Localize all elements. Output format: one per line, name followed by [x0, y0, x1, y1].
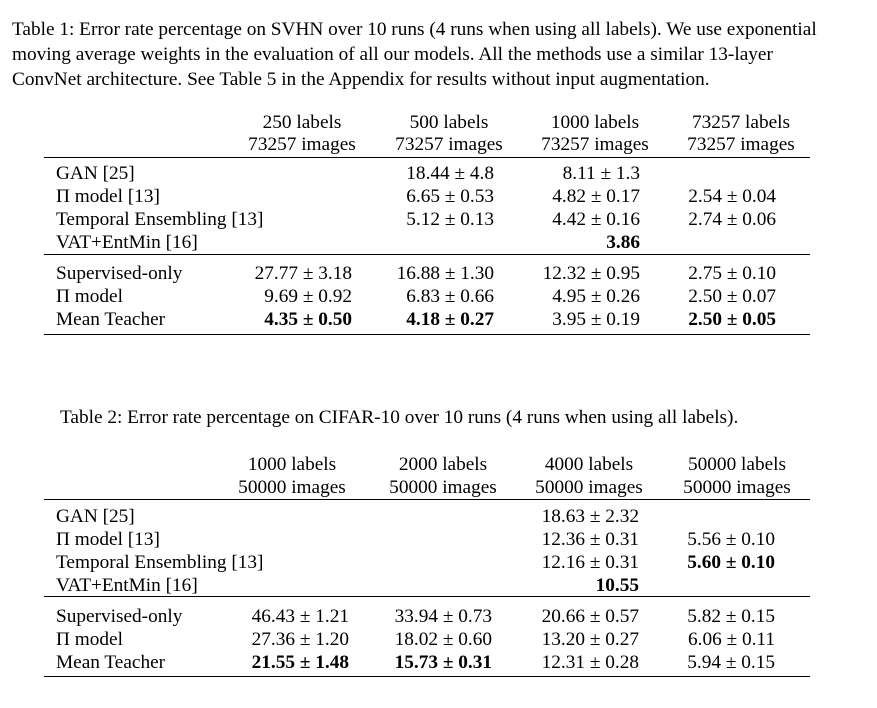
table-rule [44, 254, 810, 255]
table-cell: 6.65 ± 0.53 [406, 186, 494, 207]
table-cell: 18.63 ± 2.32 [541, 506, 639, 527]
row-method-label: Π model [13] [56, 529, 160, 550]
table-cell: 46.43 ± 1.21 [251, 606, 349, 627]
table-cell: 4.35 ± 0.50 [264, 309, 352, 330]
table-cell: 18.02 ± 0.60 [394, 629, 492, 650]
row-method-label: Π model [56, 629, 123, 650]
column-header-images: 50000 images [389, 477, 497, 498]
row-method-label: GAN [25] [56, 163, 135, 184]
table-cell: 2.50 ± 0.07 [688, 286, 776, 307]
table-cell: 5.56 ± 0.10 [687, 529, 775, 550]
table-cell: 5.94 ± 0.15 [687, 652, 775, 673]
row-method-label: Temporal Ensembling [13] [56, 552, 264, 573]
table-cell: 27.36 ± 1.20 [251, 629, 349, 650]
column-header-images: 73257 images [687, 134, 795, 155]
column-header-labels: 4000 labels [544, 454, 634, 475]
column-header-labels: 250 labels [262, 112, 342, 133]
table-cell: 4.42 ± 0.16 [552, 209, 640, 230]
table-cell: 16.88 ± 1.30 [396, 263, 494, 284]
table-cell: 12.16 ± 0.31 [541, 552, 639, 573]
table-cell: 9.69 ± 0.92 [264, 286, 352, 307]
table-cell: 2.54 ± 0.04 [688, 186, 776, 207]
column-header-labels: 2000 labels [398, 454, 488, 475]
row-method-label: VAT+EntMin [16] [56, 232, 198, 253]
row-method-label: Π model [13] [56, 186, 160, 207]
table-cell: 6.06 ± 0.11 [688, 629, 775, 650]
row-method-label: GAN [25] [56, 506, 135, 527]
table2 [44, 454, 810, 680]
table-cell: 10.55 [595, 575, 639, 596]
table-cell: 18.44 ± 4.8 [406, 163, 494, 184]
row-method-label: Mean Teacher [56, 309, 166, 330]
table1-caption: Table 1: Error rate percentage on SVHN over 10 runs (4 runs when using all labels). We use exponential moving average weights in the evaluation of all our models. All the methods use a similar 13-layer ConvNet architecture. See Table 5 in the Appendix for results without input augmentation. [12, 19, 817, 90]
table-cell: 21.55 ± 1.48 [251, 652, 349, 673]
table1 [44, 112, 810, 338]
column-header-images: 50000 images [238, 477, 346, 498]
column-header-images: 73257 images [541, 134, 649, 155]
table-rule [44, 157, 810, 158]
column-header-images: 50000 images [535, 477, 643, 498]
column-header-labels: 50000 labels [688, 454, 786, 475]
table-cell: 5.60 ± 0.10 [687, 552, 775, 573]
column-header-labels: 73257 labels [692, 112, 790, 133]
table-cell: 27.77 ± 3.18 [254, 263, 352, 284]
column-header-images: 73257 images [395, 134, 503, 155]
table-cell: 5.82 ± 0.15 [687, 606, 775, 627]
table-cell: 20.66 ± 0.57 [541, 606, 639, 627]
table-cell: 8.11 ± 1.3 [562, 163, 640, 184]
column-header-images: 73257 images [248, 134, 356, 155]
row-method-label: Π model [56, 286, 123, 307]
table-cell: 2.74 ± 0.06 [688, 209, 776, 230]
table-cell: 13.20 ± 0.27 [541, 629, 639, 650]
table-cell: 5.12 ± 0.13 [406, 209, 494, 230]
table-cell: 4.82 ± 0.17 [552, 186, 640, 207]
table-cell: 6.83 ± 0.66 [406, 286, 494, 307]
table-cell: 12.32 ± 0.95 [542, 263, 640, 284]
table-cell: 4.18 ± 0.27 [406, 309, 494, 330]
table-rule [44, 499, 810, 500]
row-method-label: Temporal Ensembling [13] [56, 209, 264, 230]
table-cell: 2.50 ± 0.05 [688, 309, 776, 330]
column-header-images: 50000 images [683, 477, 791, 498]
column-header-labels: 1000 labels [247, 454, 337, 475]
table-cell: 2.75 ± 0.10 [688, 263, 776, 284]
table-cell: 12.31 ± 0.28 [541, 652, 639, 673]
row-method-label: VAT+EntMin [16] [56, 575, 198, 596]
table-rule [44, 676, 810, 677]
table-rule [44, 334, 810, 335]
row-method-label: Supervised-only [56, 606, 183, 627]
row-method-label: Mean Teacher [56, 652, 166, 673]
table-cell: 3.95 ± 0.19 [552, 309, 640, 330]
table2-caption: Table 2: Error rate percentage on CIFAR-10 over 10 runs (4 runs when using all labels). [60, 407, 739, 428]
row-method-label: Supervised-only [56, 263, 183, 284]
table-cell: 33.94 ± 0.73 [394, 606, 492, 627]
table-cell: 15.73 ± 0.31 [394, 652, 492, 673]
column-header-labels: 500 labels [409, 112, 489, 133]
column-header-labels: 1000 labels [550, 112, 640, 133]
table-cell: 3.86 [606, 232, 640, 253]
table-cell: 12.36 ± 0.31 [541, 529, 639, 550]
table-cell: 4.95 ± 0.26 [552, 286, 640, 307]
